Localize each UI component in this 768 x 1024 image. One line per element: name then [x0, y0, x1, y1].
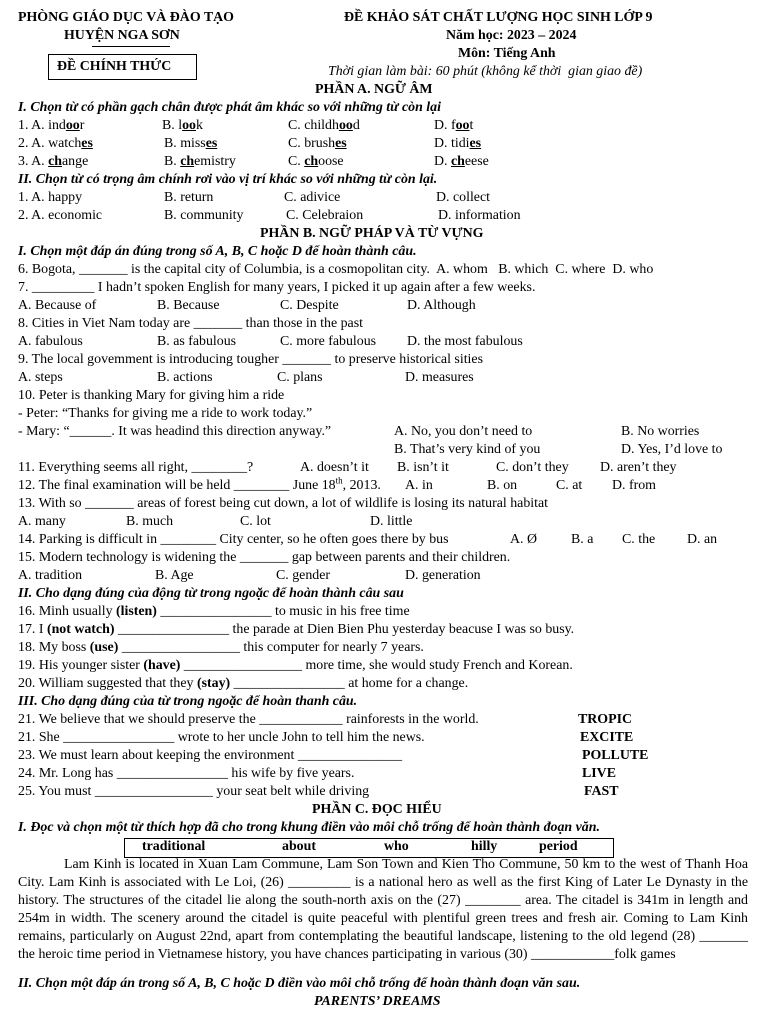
option-d: D. cheese	[434, 154, 489, 169]
part-c-section-2-instruction: II. Chọn một đáp án trong số A, B, C hoặc D điền vào môi chỗ trống để hoàn thành đoạn văn sau.	[18, 976, 581, 991]
part-c-section-1-instruction: I. Đọc và chọn một từ thích hợp đã cho trong khung điền vào môi chỗ trống để hoàn thành đoạn văn.	[18, 820, 600, 835]
option-c: C. more fabulous	[280, 334, 377, 349]
option-a: A. steps	[18, 370, 63, 385]
option-b: B. a	[571, 532, 594, 547]
option-b: B. actions	[157, 370, 213, 385]
option-d: D. collect	[436, 190, 490, 205]
option-c: C. adivice	[284, 190, 341, 205]
option-a: 2. A. watches	[18, 136, 93, 151]
option-b: B. as fabulous	[157, 334, 237, 349]
option-d: D. Yes, I’d love to	[621, 442, 723, 457]
verb-question-20: 20. William suggested that they (stay) ________________ at home for a change.	[18, 676, 469, 691]
part-a-title: PHẦN A. NGỮ ÂM	[315, 82, 433, 97]
option-b: B. much	[126, 514, 174, 529]
option-d: D. Although	[407, 298, 476, 313]
question-15: 15. Modern technology is widening the _______ gap between parents and their children.	[18, 550, 511, 565]
option-a: 2. A. economic	[18, 208, 103, 223]
word-bank-item: traditional	[142, 839, 206, 854]
option-a: 1. A. happy	[18, 190, 83, 205]
option-b: B. No worries	[621, 424, 700, 439]
option-a: 1. A. indoor	[18, 118, 85, 133]
option-a: A. doesn’t it	[300, 460, 369, 475]
verb-question-19: 19. His younger sister (have) _________________ more time, she would study French and Korean.	[18, 658, 573, 673]
part-b-title: PHẦN B. NGỮ PHÁP VÀ TỪ VỰNG	[260, 226, 484, 241]
department-name: PHÒNG GIÁO DỤC VÀ ĐÀO TẠO	[18, 10, 234, 25]
district-underline	[92, 46, 170, 47]
part-a-section-2-instruction: II. Chọn từ có trọng âm chính rơi vào vị trí khác so với những từ còn lại.	[18, 172, 438, 187]
time-allowed: Thời gian làm bài: 60 phút (không kể thời gian giao đề)	[328, 64, 643, 79]
option-c: C. childhood	[288, 118, 360, 133]
option-c: B. That’s very kind of you	[394, 442, 541, 457]
option-b: B. isn’t it	[397, 460, 449, 475]
word-bank-item: who	[384, 839, 409, 854]
word-form-root: TROPIC	[578, 712, 633, 727]
verb-question-16: 16. Minh usually (listen) ________________ to music in his free time	[18, 604, 410, 619]
word-form-root: POLLUTE	[582, 748, 649, 763]
reading-passage: Lam Kinh is located in Xuan Lam Commune, Lam Son Town and Kien Tho Commune, 50 km to the west of Thanh Hoa City. Lam Kinh is associated with Le Loi, (26) _________ is a national hero as well as the first King of Later Le Dynasty in the history. The structures of the citadel lie along the south-north axis on the (27) ________ area. The citadel is 341m in length and 254m in width. The scenery around the citadel is quite peaceful with plentiful green trees and fresh air. Coming to Lam Kinh remains, particularly on August 22nd, apart from contemplating the beautiful landscape, listening to the old legend (28) _______ the heroic time period in Vietnamese history, you have chances participating in various (30) ____________folk games	[18, 857, 748, 962]
word-form-root: EXCITE	[580, 730, 634, 745]
option-a: A. fabulous	[18, 334, 83, 349]
option-d: D. little	[370, 514, 413, 529]
option-d: D. an	[687, 532, 718, 547]
question-6: 6. Bogota, _______ is the capital city of Columbia, is a cosmopolitan city. A. whom B. which C. where D. who	[18, 262, 654, 277]
word-form-stem: 25. You must _________________ your seat belt while driving	[18, 784, 370, 799]
subject: Môn: Tiếng Anh	[458, 46, 556, 61]
option-a: 3. A. change	[18, 154, 89, 169]
question-8: 8. Cities in Viet Nam today are _______ than those in the past	[18, 316, 363, 331]
question-10-mary-line: - Mary: “______. It was headind this direction anyway.”	[18, 424, 332, 439]
verb-question-18: 18. My boss (use) _________________ this computer for nearly 7 years.	[18, 640, 424, 655]
question-9: 9. The local govemment is introducing tougher _______ to preserve historical sities	[18, 352, 483, 367]
option-b: B. Because	[157, 298, 220, 313]
option-c: C. gender	[276, 568, 331, 583]
word-form-root: FAST	[584, 784, 619, 799]
official-label: ĐỀ CHÍNH THỨC	[57, 59, 172, 74]
option-d: D. from	[612, 478, 656, 493]
option-d: D. tidies	[434, 136, 482, 151]
question-12-stem: 12. The final examination will be held ________ June 18th, 2013.	[18, 475, 381, 493]
passage-2-title: PARENTS’ DREAMS	[314, 994, 441, 1009]
word-form-stem: 21. She ________________ wrote to her uncle John to tell him the news.	[18, 730, 425, 745]
option-c: C. the	[622, 532, 656, 547]
verb-question-17: 17. I (not watch) ________________ the parade at Dien Bien Phu yesterday beacuse I was so busy.	[18, 622, 575, 637]
district-name: HUYỆN NGA SƠN	[64, 28, 180, 43]
option-c: C. Celebraion	[286, 208, 364, 223]
part-b-section-1-instruction: I. Chọn một đáp án đúng trong số A, B, C hoặc D để hoàn thành câu.	[18, 244, 417, 259]
option-b: B. look	[162, 118, 203, 133]
option-b: B. on	[487, 478, 518, 493]
option-c: C. plans	[277, 370, 323, 385]
question-10: 10. Peter is thanking Mary for giving him a ride	[18, 388, 285, 403]
part-b-section-2-instruction: II. Cho dạng đúng của động từ trong ngoặc để hoàn thành câu sau	[18, 586, 404, 601]
option-d: D. measures	[405, 370, 474, 385]
word-form-stem: 21. We believe that we should preserve the ____________ rainforests in the world.	[18, 712, 479, 727]
option-b: B. community	[164, 208, 244, 223]
word-form-root: LIVE	[582, 766, 616, 781]
option-a: A. in	[405, 478, 433, 493]
option-c: C. lot	[240, 514, 271, 529]
option-d: D. information	[438, 208, 521, 223]
option-c: C. Despite	[280, 298, 339, 313]
option-d: D. the most fabulous	[407, 334, 523, 349]
option-d: D. aren’t they	[600, 460, 677, 475]
school-year: Năm học: 2023 – 2024	[446, 28, 577, 43]
option-a: A. Because of	[18, 298, 97, 313]
part-c-title: PHẦN C. ĐỌC HIỂU	[312, 802, 442, 817]
question-10-peter-line: - Peter: “Thanks for giving me a ride to work today.”	[18, 406, 313, 421]
word-bank-item: about	[282, 839, 316, 854]
word-form-stem: 24. Mr. Long has ________________ his wife by five years.	[18, 766, 355, 781]
question-14-stem: 14. Parking is difficult in ________ City center, so he often goes there by bus	[18, 532, 449, 547]
exam-title: ĐỀ KHẢO SÁT CHẤT LƯỢNG HỌC SINH LỚP 9	[344, 10, 653, 25]
option-b: B. chemistry	[164, 154, 236, 169]
word-bank-item: period	[539, 839, 578, 854]
part-b-section-3-instruction: III. Cho dạng đúng của từ trong ngoặc để hoàn thanh câu.	[18, 694, 358, 709]
question-13: 13. With so _______ areas of forest being cut down, a lot of wildlife is losing its natural habitat	[18, 496, 549, 511]
option-c: C. don’t they	[496, 460, 569, 475]
option-c: C. choose	[288, 154, 344, 169]
option-b: B. misses	[164, 136, 218, 151]
option-b: B. Age	[155, 568, 194, 583]
option-d: D. foot	[434, 118, 474, 133]
option-b: B. return	[164, 190, 214, 205]
option-a: A. Ø	[510, 532, 538, 547]
option-a: A. No, you don’t need to	[394, 424, 533, 439]
option-a: A. many	[18, 514, 66, 529]
option-d: D. generation	[405, 568, 481, 583]
option-c: C. at	[556, 478, 583, 493]
question-7: 7. _________ I hadn’t spoken English for many years, I picked it up again after a few weeks.	[18, 280, 536, 295]
word-form-stem: 23. We must learn about keeping the environment _______________	[18, 748, 403, 763]
word-bank-item: hilly	[471, 839, 498, 854]
part-a-section-1-instruction: I. Chọn từ có phần gạch chân được phát âm khác so với những từ còn lại	[18, 100, 441, 115]
question-11-stem: 11. Everything seems all right, ________?	[18, 460, 254, 475]
option-c: C. brushes	[288, 136, 347, 151]
option-a: A. tradition	[18, 568, 83, 583]
